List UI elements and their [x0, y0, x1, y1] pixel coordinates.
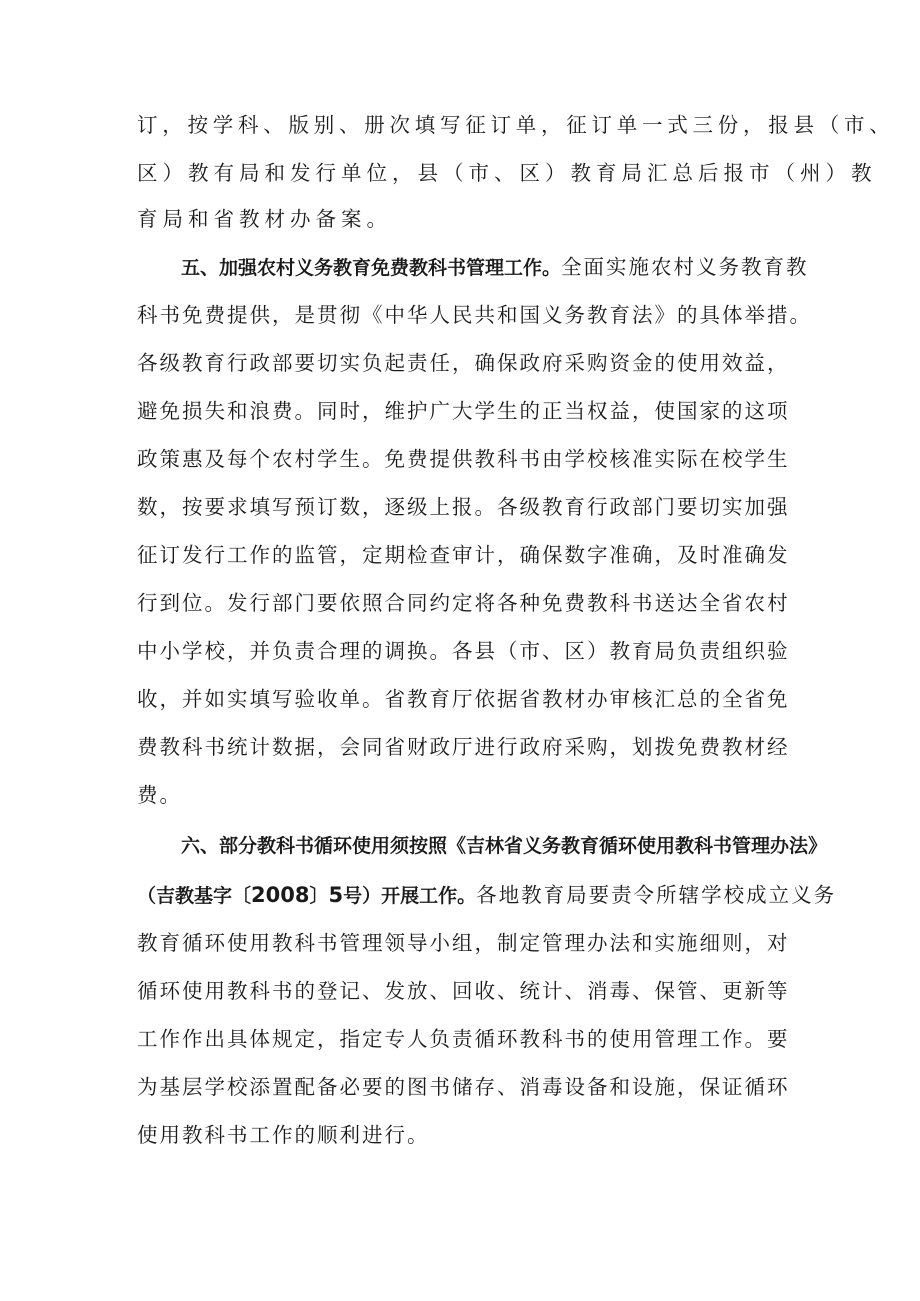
paragraph-2-line-1-text: 全面实施农村义务教育教 — [561, 255, 809, 279]
paragraph-3-line-4: 工作作出具体规定，指定专人负责循环教科书的使用管理工作。要 — [137, 1027, 790, 1051]
paragraph-3-line-1-text: 各地教育局要责令所辖学校成立义务 — [476, 883, 837, 907]
paragraph-1-line-3: 育局和省教材办备案。 — [137, 207, 392, 231]
paragraph-1-line-1: 订，按学科、版别、册次填写征订单，征订单一式三份，报县（市、 — [137, 113, 895, 137]
paragraph-2-line-10: 收，并如实填写验收单。省教育厅依据省教材办审核汇总的全省免 — [137, 687, 790, 711]
paragraph-3-line-5: 为基层学校添置配备必要的图书储存、消毒设备和设施，保证循环 — [137, 1075, 790, 1099]
paragraph-2-line-5: 政策惠及每个农村学生。免费提供教科书由学校核准实际在校学生 — [137, 447, 790, 471]
paragraph-2-line-2: 科书免费提供，是贯彻《中华人民共和国义务教育法》的具体举措。 — [137, 303, 812, 327]
regulation-year: 2008 — [251, 883, 310, 907]
regulation-number: 5 — [328, 883, 344, 907]
paragraph-2-line-12: 费。 — [137, 783, 182, 807]
paragraph-3-line-2: 教育循环使用教科书管理领导小组，制定管理办法和实施细则，对 — [137, 931, 790, 955]
paragraph-2-line-11: 费教科书统计数据，会同省财政厅进行政府采购，划拨免费教材经 — [137, 735, 790, 759]
regulation-citation-close: 号）开展工作。 — [343, 885, 477, 907]
paragraph-2-line-1 — [181, 252, 809, 283]
paragraph-3-line-3: 循环使用教科书的登记、发放、回收、统计、消毒、保管、更新等 — [137, 979, 790, 1003]
regulation-citation-open: （吉教基字〔 — [137, 885, 252, 907]
paragraph-2-line-7: 征订发行工作的监管，定期检查审计，确保数字准确，及时准确发 — [137, 543, 790, 567]
regulation-bracket-close: 〕 — [309, 885, 329, 907]
section-5-heading: 五、加强农村义务教育免费教科书管理工作。 — [181, 257, 562, 279]
paragraph-3-line-1 — [137, 880, 836, 911]
paragraph-3-line-6: 使用教科书工作的顺利进行。 — [137, 1123, 430, 1147]
paragraph-2-line-6: 数，按要求填写预订数，逐级上报。各级教育行政部门要切实加强 — [137, 495, 790, 519]
section-6-heading-line-1: 六、部分教科书循环使用须按照《吉林省义务教育循环使用教科书管理办法》 — [181, 835, 828, 857]
paragraph-2-line-4: 避免损失和浪费。同时，维护广大学生的正当权益，使国家的这项 — [137, 399, 790, 423]
paragraph-2-line-8: 行到位。发行部门要依照合同约定将各种免费教科书送达全省农村 — [137, 591, 790, 615]
paragraph-2-line-9: 中小学校，并负责合理的调换。各县（市、区）教育局负责组织验 — [137, 639, 790, 663]
paragraph-2-line-3: 各级教育行政部要切实负起责任，确保政府采购资金的使用效益， — [137, 351, 790, 375]
paragraph-1-line-2: 区）教有局和发行单位，县（市、区）教育局汇总后报市（州）教 — [137, 161, 877, 185]
